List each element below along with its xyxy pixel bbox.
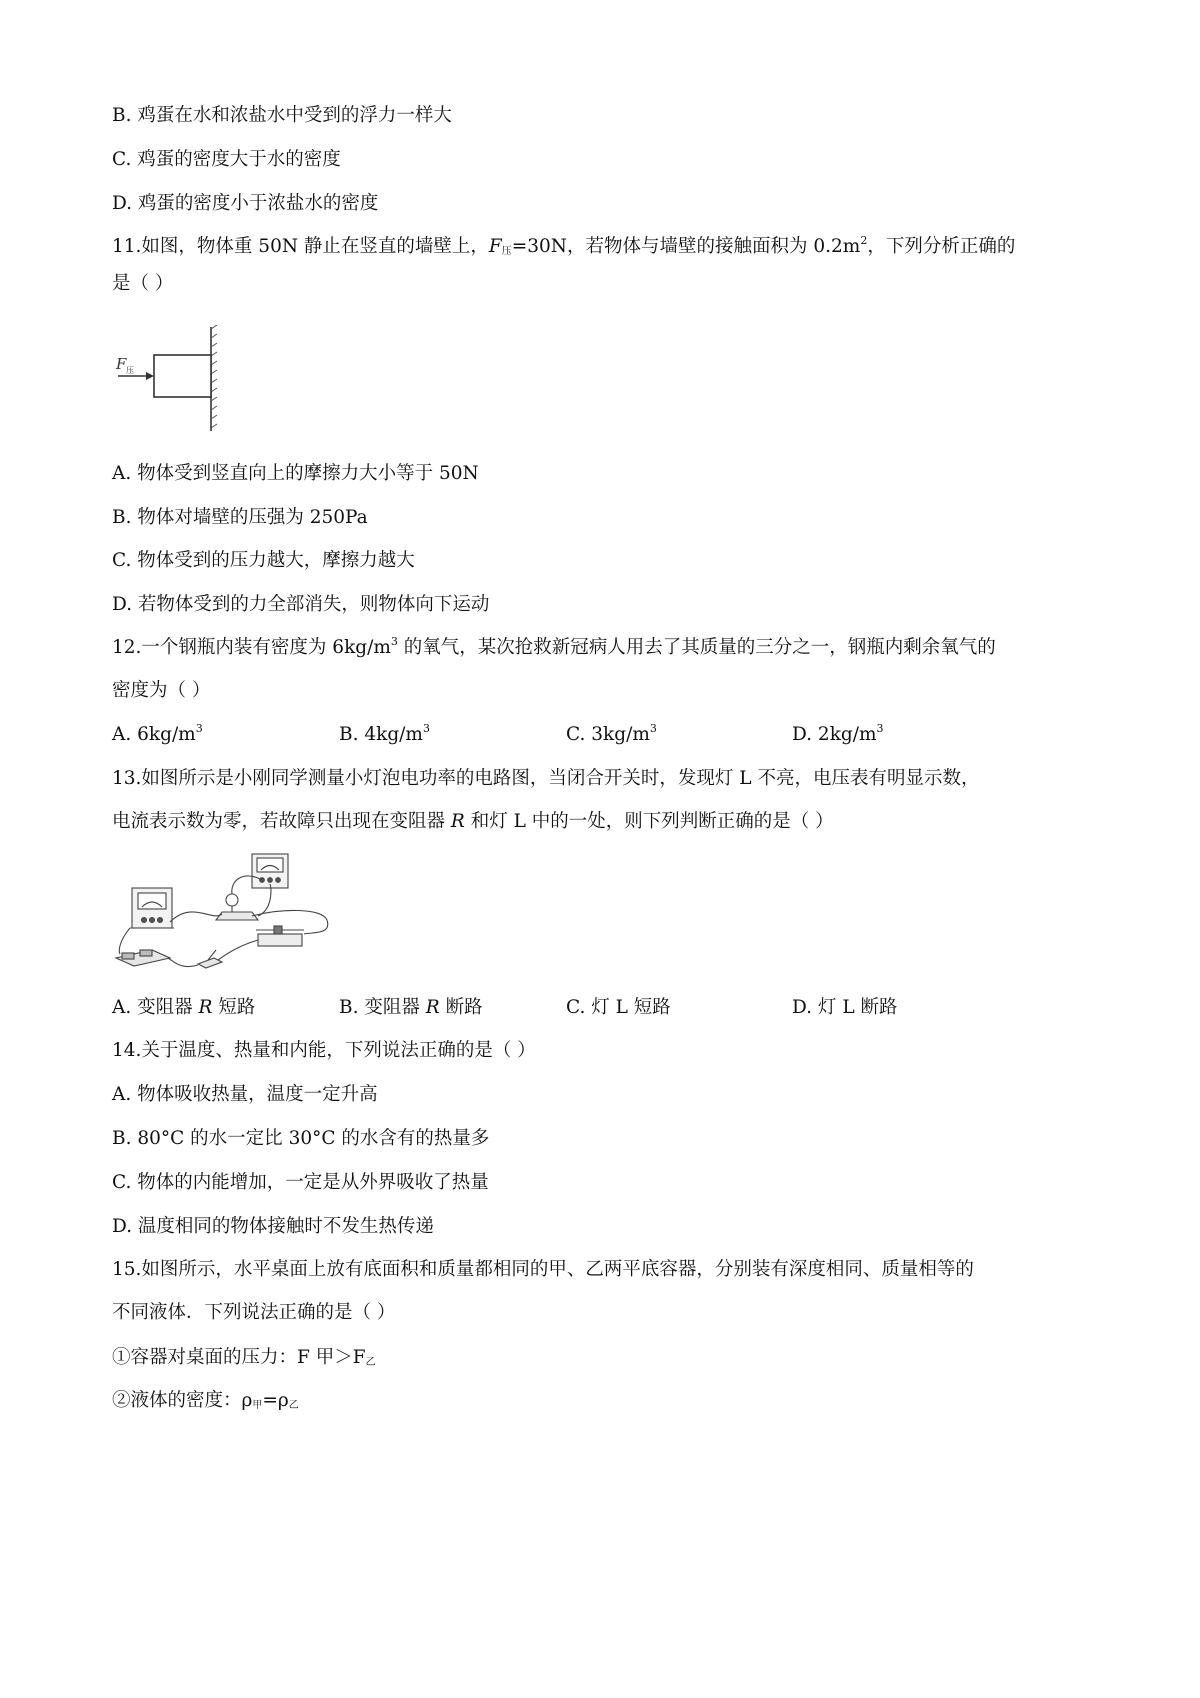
q14-option-c: C. 物体的内能增加，一定是从外界吸收了热量 <box>112 1172 489 1193</box>
q12-option-a-sup: 3 <box>195 722 203 735</box>
q14-option-a: A. 物体吸收热量，温度一定升高 <box>112 1084 378 1105</box>
q11-option-b: B. 物体对墙壁的压强为 250Pa <box>112 507 368 528</box>
q13-option-a-post: 短路 <box>212 997 256 1018</box>
q13-stem-line2 <box>112 810 834 834</box>
q12-option-a <box>112 723 203 747</box>
q11-wall-figure <box>112 325 227 435</box>
q13-circuit-figure <box>112 850 337 975</box>
q13-option-a-pre: A. 变阻器 <box>112 997 199 1018</box>
q11-stem-line2: 是（ ） <box>112 273 174 294</box>
q12-option-b <box>339 723 430 747</box>
q13-option-a-var: R <box>198 997 213 1018</box>
q15-stem-line2: 不同液体．下列说法正确的是（ ） <box>112 1302 396 1323</box>
q13-option-c <box>566 996 671 1020</box>
q15-item-1 <box>112 1346 376 1370</box>
q15-item-1-sub: 乙 <box>365 1357 376 1368</box>
q10-option-b: B. 鸡蛋在水和浓盐水中受到的浮力一样大 <box>112 105 452 126</box>
q12-option-c-text: C. 3kg/m <box>566 724 650 745</box>
q12-option-d-text: D. 2kg/m <box>792 724 877 745</box>
q12-options <box>112 723 1112 749</box>
q15-item-2 <box>112 1389 299 1413</box>
q12-option-b-text: B. 4kg/m <box>339 724 423 745</box>
q13-stem-line1: 13.如图所示是小刚同学测量小灯泡电功率的电路图，当闭合开关时，发现灯 L 不亮，电压表有明显示数， <box>112 768 980 789</box>
q12-option-c <box>566 723 657 747</box>
q12-option-c-sup: 3 <box>649 722 657 735</box>
q13-option-b <box>339 996 483 1020</box>
q13-option-b-var: R <box>425 997 440 1018</box>
fig-f-sub: 压 <box>126 366 134 375</box>
q11-stem-line1 <box>112 235 1015 259</box>
q13-stem-a: 电流表示数为零，若故障只出现在变阻器 <box>112 811 451 832</box>
wire <box>168 958 198 967</box>
battery-box <box>116 950 170 966</box>
wire <box>119 928 130 954</box>
q13-stem-b: 和灯 L 中的一处，则下列判断正确的是（ ） <box>464 811 834 832</box>
q10-option-d: D. 鸡蛋的密度小于浓盐水的密度 <box>112 193 379 214</box>
q14-option-d: D. 温度相同的物体接触时不发生热传递 <box>112 1216 434 1237</box>
q15-item-2-sub1: 甲 <box>252 1400 263 1411</box>
rheostat <box>256 926 304 946</box>
q11-f-symbol: F <box>488 236 502 257</box>
q11-option-d: D. 若物体受到的力全部消失，则物体向下运动 <box>112 594 490 615</box>
q13-options <box>112 996 1112 1022</box>
q15-stem-line1: 15.如图所示，水平桌面上放有底面积和质量都相同的甲、乙两平底容器，分别装有深度相同、质量相等的 <box>112 1259 974 1280</box>
q15-item-2-sub2: 乙 <box>288 1400 299 1411</box>
switch <box>198 950 222 968</box>
q11-stem-sup: 2 <box>860 234 868 247</box>
q15-item-1-text: ①容器对桌面的压力：F 甲＞F <box>112 1347 366 1368</box>
q11-stem-b: =30N，若物体与墙壁的接触面积为 0.2m <box>511 236 861 257</box>
wire <box>258 884 271 916</box>
q14-option-b: B. 80°C 的水一定比 30°C 的水含有的热量多 <box>112 1128 490 1149</box>
q11-f-sub: 压 <box>501 246 512 257</box>
q13-option-a <box>112 996 255 1020</box>
wall-hatching <box>211 325 217 428</box>
q13-option-b-pre: B. 变阻器 <box>339 997 426 1018</box>
q12-stem-sup: 3 <box>390 635 398 648</box>
q12-option-d-sup: 3 <box>876 722 884 735</box>
q13-option-c-text: C. 灯 L 短路 <box>566 997 671 1018</box>
q14-stem: 14.关于温度、热量和内能，下列说法正确的是（ ） <box>112 1040 536 1061</box>
wire <box>170 912 222 922</box>
fig-f-label: F <box>116 355 127 373</box>
ammeter <box>130 888 174 928</box>
q11-stem-a: 11.如图，物体重 50N 静止在竖直的墙壁上， <box>112 236 489 257</box>
q12-stem-a: 12.一个钢瓶内装有密度为 6kg/m <box>112 637 391 658</box>
block-rect <box>154 355 211 397</box>
q12-stem-b: 的氧气，某次抢救新冠病人用去了其质量的三分之一，钢瓶内剩余氧气的 <box>397 637 996 658</box>
q11-option-a: A. 物体受到竖直向上的摩擦力大小等于 50N <box>112 463 479 484</box>
q15-item-2-text-b: =ρ <box>262 1390 289 1411</box>
q12-option-b-sup: 3 <box>422 722 430 735</box>
q15-item-2-text-a: ②液体的密度：ρ <box>112 1390 253 1411</box>
wire <box>218 940 258 960</box>
q12-stem-line1 <box>112 636 996 660</box>
q11-stem-c: ，下列分析正确的 <box>867 236 1016 257</box>
q13-stem-r: R <box>450 811 465 832</box>
q13-option-d <box>792 996 897 1020</box>
q12-stem-line2: 密度为（ ） <box>112 680 211 701</box>
voltmeter <box>252 854 288 888</box>
q10-option-c: C. 鸡蛋的密度大于水的密度 <box>112 149 341 170</box>
force-arrowhead <box>146 372 154 380</box>
q13-option-b-post: 断路 <box>439 997 483 1018</box>
q11-option-c: C. 物体受到的压力越大，摩擦力越大 <box>112 550 415 571</box>
q13-option-d-text: D. 灯 L 断路 <box>792 997 898 1018</box>
q12-option-d <box>792 723 884 747</box>
bulb-holder <box>216 894 258 920</box>
q12-option-a-text: A. 6kg/m <box>112 724 196 745</box>
